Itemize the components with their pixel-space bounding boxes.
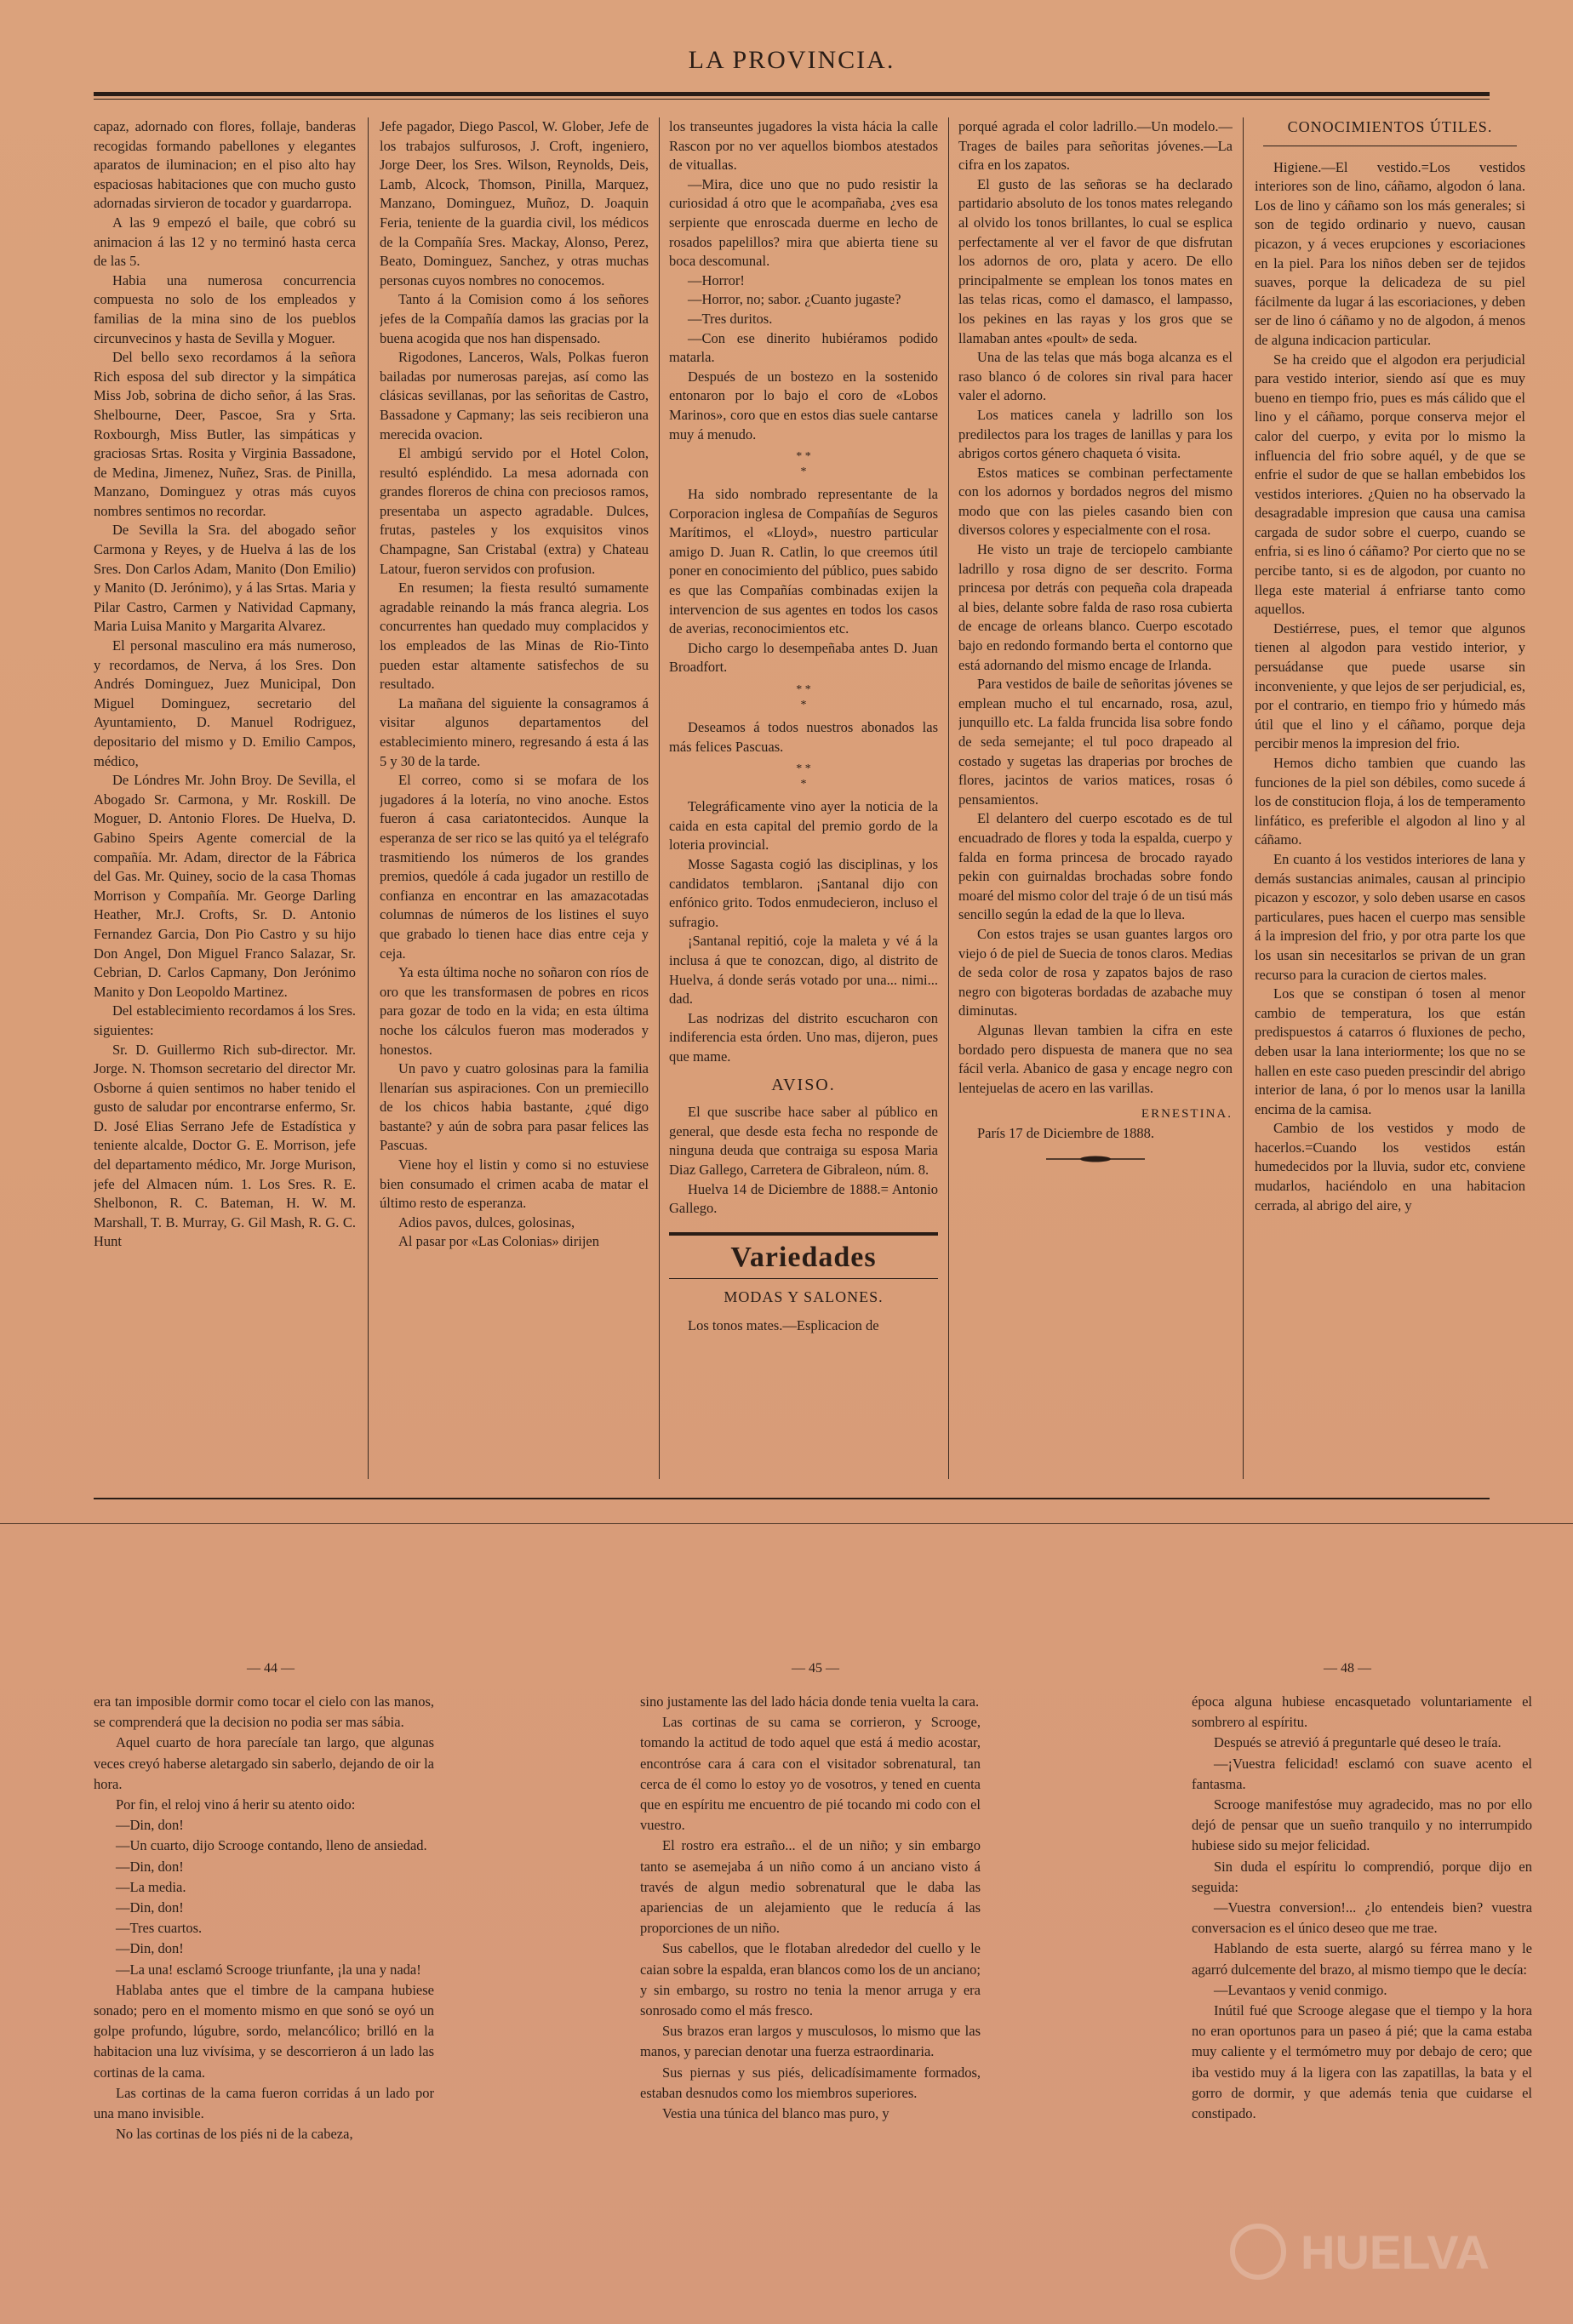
modas-heading: MODAS Y SALONES. bbox=[724, 1288, 884, 1305]
article-paragraph: Ya esta última noche no soñaron con ríos de oro que les transformasen de pobres en ricos para gozar de todo en la vida; en esta última noche los cálculos fueron mas moderados y honestos. bbox=[380, 964, 649, 1058]
article-paragraph: Hemos dicho tambien que cuando las funciones de la piel son débiles, como sucede á los de constitucion floja, á los de temperamento linfático, es preferible el algodon al lino y al cáñamo. bbox=[1255, 755, 1525, 848]
article-paragraph: El delantero del cuerpo escotado es de tul encuadrado de flores y toda la espalda, cuerpo y falda en forma princesa de brocado rayado pekin con guirnaldas brochadas sobre fondo moaré del mismo color del traje ó de un tisú más sencillo según la edad de la que lo lleva. bbox=[958, 810, 1233, 923]
article-paragraph: porqué agrada el color ladrillo.—Un modelo.—Trages de bailes para señoritas jóvenes.—La cifra en los zapatos. bbox=[958, 118, 1233, 174]
feuilleton-paragraph: Sin duda el espíritu lo comprendió, porque dijo en seguida: bbox=[1192, 1858, 1532, 1895]
column-separator bbox=[1243, 117, 1244, 1479]
article-paragraph: A las 9 empezó el baile, que cobró su animacion á las 12 y no terminó hasta cerca de las 5. bbox=[94, 214, 356, 270]
feuilleton-column-left bbox=[94, 1692, 434, 2287]
column-separator bbox=[659, 117, 660, 1479]
article-paragraph: Deseamos á todos nuestros abonados las más felices Pascuas. bbox=[669, 719, 938, 755]
feuilleton-paragraph: Después se atrevió á preguntarle qué deseo le traía. bbox=[1214, 1734, 1502, 1751]
watermark-text: HUELVA bbox=[1301, 2225, 1490, 2279]
article-paragraph: Algunas llevan tambien la cifra en este bordado pero dispuesta de manera que no sea fácil verla. Abanico de gasa y encage negro con lentejuelas de acero en las varillas. bbox=[958, 1021, 1233, 1096]
article-paragraph: En cuanto á los vestidos interiores de lana y demás sustancias animales, causan al principio picazon y escozor, y solo deben usarse en casos particulares, pues hacen el cuerpo mas sensible á la impresion del frio, y por otra parte los que los usan sin necesitarlos se privan de un gran recurso para la curacion de ciertos males. bbox=[1255, 850, 1525, 983]
ornament-icon bbox=[1044, 1154, 1147, 1164]
article-paragraph: He visto un traje de terciopelo cambiante ladrillo y rosa digno de ser descrito. Forma princesa por detrás con pequeña cola drapeada al bies, delante sobre falda de raso rosa cubierta de encage de orleans blanco. Cuerpo escotado bajo en redondo formando berta el contorno que está adornando del mismo encage de Irlanda. bbox=[958, 541, 1233, 673]
article-paragraph: —Horror! bbox=[688, 271, 745, 288]
watermark-circle bbox=[1233, 2226, 1284, 2277]
article-paragraph: El gusto de las señoras se ha declarado partidario absoluto de los tonos mates relegando al olvido los tonos brillantes, lo cual se esplica perfectamente al ver el favor de que disfrutan los adornos de oro, plata y acero. De ello principalmente se emplean los tonos mates en las telas ricas, como el damasco, el lampasso, los pekines en las rayas y los gros que se llamaban antes «poult» de seda. bbox=[958, 175, 1233, 346]
article-paragraph: De Sevilla la Sra. del abogado señor Carmona y Reyes, y de Huelva á las de los Sres. Don Carlos Adam, Manito (Don Emilio) y Manito (D. Jerónimo), y á las Srtas. Maria y Pilar Castro, Carmen y Natividad Capmany, Maria Luisa Manito y Margarita Alvarez. bbox=[94, 522, 356, 635]
modas-start: Los tonos mates.—Esplicacion de bbox=[688, 1317, 879, 1334]
column-5 bbox=[1255, 117, 1525, 1487]
page-bottom-rule bbox=[94, 1498, 1490, 1499]
article-paragraph: Habia una numerosa concurrencia compuesta no solo de los empleados y familias de la mina sino de los pueblos circunvecinos y hasta de Sevilla y Moguer. bbox=[94, 271, 356, 346]
feuilleton-paragraph: —La una! esclamó Scrooge triunfante, ¡la una y nada! bbox=[116, 1961, 421, 1978]
feuilleton-paragraph: —Tres cuartos. bbox=[116, 1920, 203, 1937]
article-paragraph: Jefe pagador, Diego Pascol, W. Glober, Jefe de los trabajos sulfurosos, J. Croft, ingeniero, Jorge Deer, los Sres. Wilson, Reynolds, Deis, Lamb, Alcock, Thomson, Pinilla, Marquez, Manzano, Dominguez, Muñoz, D. Joaquin Feria, teniente de la guardia civil, los médicos de la Compañía Sres. Mackay, Alonso, Perez, Beato, Dominguez, Sanchez, y otras muchas personas cuyos nombres no conocemos. bbox=[380, 118, 649, 288]
article-paragraph: Una de las telas que más boga alcanza es el raso blanco ó de colores sin rival para hacer valer el adorno. bbox=[958, 349, 1233, 404]
feuilleton-paragraph: El rostro era estraño... el de un niño; y sin embargo tanto se asemejaba á un niño como á un anciano visto á través de algun medio sobrenatural que le daba las apariencias de un alejamiento que le reducía á las proporciones de un niño. bbox=[640, 1837, 981, 1937]
article-paragraph: Después de un bostezo en la sostenido entonaron por lo bajo el coro de «Lobos Marinos», coro que en estos dias suele cantarse muy á menudo. bbox=[669, 368, 938, 443]
library-watermark bbox=[1224, 2205, 1505, 2298]
article-paragraph: Ha sido nombrado representante de la Corporacion inglesa de Compañías de Seguros Marítimos, el «Lloyd», nuestro particular amigo D. Juan R. Catlin, lo que creemos útil poner en conocimiento del público, pues sabido es que las Compañías combinadas exijen la intervencion de sus agentes en todos los casos de averias, reconocimientos etc. bbox=[669, 486, 938, 637]
feuilleton-paragraph: Sus cabellos, que le flotaban alrededor del cuello y le caian sobre la espalda, eran blancos como los de un anciano; y sin embargo, su rostro no tenia la menor arruga y era sonrosado como el más fresco. bbox=[640, 1940, 981, 2019]
section-stars: * * * bbox=[796, 683, 811, 712]
feuilleton-paragraph: era tan imposible dormir como tocar el cielo con las manos, se comprenderá que la decision no podia ser mas sábia. bbox=[94, 1693, 434, 1731]
article-paragraph: —Horror, no; sabor. ¿Cuanto jugaste? bbox=[688, 291, 901, 308]
page-number-right: — 48 — bbox=[1324, 1661, 1371, 1676]
feuilleton-paragraph: Por fin, el reloj vino á herir su atento oido: bbox=[116, 1796, 356, 1813]
variedades-title: Variedades bbox=[730, 1241, 877, 1273]
article-paragraph: Sr. D. Guillermo Rich sub-director. Mr. Jorge. N. Thomson secretario del director Mr. Osborne á quien sentimos no haber tenido el gusto de saludar por encontrarse enfermo, Sr. D. José Elias Serrano Jefe de Estadística y teniente alcalde, Doctor G. E. Morrison, jefe del departamento médico, Mr. Jorge Murison, jefe del Almacen núm. 1. Los Sres. R. E. Shelbonon, R. C. Bateman, H. W. M. Marshall, T. B. Murray, G. Gil Mash, R. G. C. Hunt bbox=[94, 1041, 356, 1250]
article-paragraph: Del establecimiento recordamos á los Sres. siguientes: bbox=[94, 1002, 356, 1038]
feuilleton-column-middle bbox=[640, 1692, 981, 2287]
article-paragraph: Los matices canela y ladrillo son los predilectos para los trages de lanillas y para los abrigos cortos género chaqueta ó visita. bbox=[958, 406, 1233, 462]
feuilleton-paragraph: —La media. bbox=[116, 1878, 186, 1895]
feuilleton-paragraph: Sus brazos eran largos y musculosos, lo mismo que las manos, y parecian denotar una fuerza estraordinaria. bbox=[640, 2023, 981, 2060]
article-paragraph: Dicho cargo lo desempeñaba antes D. Juan Broadfort. bbox=[669, 639, 938, 676]
column-separator bbox=[368, 117, 369, 1479]
article-paragraph: Con estos trajes se usan guantes largos oro viejo ó de piel de Suecia de tonos claros. Medias de seda color de rosa y zapatos bajos de raso negro con bigoteras bordadas de azabache muy diminutas. bbox=[958, 925, 1233, 1019]
column-1 bbox=[94, 117, 356, 1487]
article-paragraph: capaz, adornado con flores, follaje, banderas recogidas formando pabellones y elegantes aparatos de iluminacion; en el piso alto hay espaciosas habitaciones que con mucho gusto adornadas sirvieron de tocador y guardarropa. bbox=[94, 118, 356, 212]
article-paragraph: De Lóndres Mr. John Broy. De Sevilla, el Abogado Sr. Carmona, y Mr. Roskill. De Moguer, D. Antonio Flores. De Huelva, D. Gabino Speirs Agente comercial de la compañía. Mr. Adam, director de la Fábrica del Gas. Mr. Quiney, socio de la casa Thomas Morrison y Compañía. Mr. George Darling Heather, Mr.J. Crofts, Sr. D. Antonio Fernandez Garcia, Don Pio Castro y su hijo Don Angel, Don Miguel Franco Salazar, Sr. Cebrian, D. Carlos Capmany, Don Jerónimo Manito y Don Leopoldo Martinez. bbox=[94, 772, 356, 1000]
article-paragraph: Los que se constipan ó tosen al menor cambio de temperatura, los que están predispuestos á catarros ó fluxiones de pecho, deben usar la lana interiormente; los que no se hallen en este caso pueden prescindir del abrigo interior de lana, ó por lo menos usar la lanilla encima de la camisa. bbox=[1255, 985, 1525, 1117]
feuilleton-paragraph: —Din, don! bbox=[116, 1940, 184, 1957]
article-paragraph: Un pavo y cuatro golosinas para la familia llenarían sus aspiraciones. Con un premiecillo de los chicos habia bastante, ¿qué digo bastante? y aún de sobra para pasar felices las Pascuas. bbox=[380, 1060, 649, 1154]
article-paragraph: Adios pavos, dulces, golosinas, bbox=[398, 1213, 575, 1231]
feuilleton-paragraph: —Din, don! bbox=[116, 1899, 184, 1916]
article-paragraph: Para vestidos de baile de señoritas jóvenes se emplean mucho el tul encarnado, rosa, azul, junquillo etc. La falda fruncida lisa sobre fondo de seda semejante; el tul poco drapeado al costado y sugetas las draperias por broches de flores, jacintos de varios matices, rosas ó pensamientos. bbox=[958, 676, 1233, 808]
article-paragraph: Las nodrizas del distrito escucharon con indiferencia esta órden. Uno mas, dijeron, pues que mame. bbox=[669, 1009, 938, 1065]
feuilleton-paragraph: Hablando de esta suerte, alargó su férrea mano y le agarró dulcemente del brazo, al mismo tiempo que le decía: bbox=[1192, 1940, 1532, 1978]
feuilleton-paragraph: —Un cuarto, dijo Scrooge contando, lleno de ansiedad. bbox=[116, 1837, 427, 1854]
article-signature: ERNESTINA. bbox=[1141, 1107, 1233, 1122]
feuilleton-paragraph: —Din, don! bbox=[116, 1817, 184, 1834]
article-paragraph: los transeuntes jugadores la vista hácia la calle Rascon por no ver aquellos biombos atestados de vituallas. bbox=[669, 118, 938, 174]
feuilleton-paragraph: Scrooge manifestóse muy agradecido, mas no por ello dejó de pensar que un sueño tranquilo y no interrumpido hubiese sido su mejor felicidad. bbox=[1192, 1796, 1532, 1854]
page-number-left: — 44 — bbox=[247, 1661, 295, 1676]
article-paragraph: Higiene.—El vestido.=Los vestidos interiores son de lino, cáñamo, algodon ó lana. Los de lino y cáñamo son los más generales; si son de tegido ordinario y nuevo, causan picazon, y á veces erupciones y escoriaciones en la piel. Para los niños deben ser de tejidos suaves, porque la delicadeza de su piel fácilmente da lugar á las escoriaciones, y deben ser de lino ó cáñamo y no de algodon, á menos de alguna indicacion particular. bbox=[1255, 158, 1525, 348]
feuilleton-paragraph: —Levantaos y venid conmigo. bbox=[1214, 1981, 1387, 1998]
aviso-heading: AVISO. bbox=[771, 1075, 836, 1094]
feuilleton-paragraph: Aquel cuarto de hora parecíale tan largo, que algunas veces creyó haberse aletargado sin saberlo, dejando de oir la hora. bbox=[94, 1734, 434, 1792]
aviso-paragraph: El que suscribe hace saber al público en general, que desde esta fecha no responde de ninguna deuda que contraiga su esposa Maria Diaz Gallego, Carretera de Gibraleon, núm. 8. bbox=[669, 1104, 938, 1178]
section-stars: * * * bbox=[796, 762, 811, 791]
column-separator bbox=[948, 117, 949, 1479]
ornament-divider bbox=[958, 1151, 1233, 1171]
article-paragraph: —Tres duritos. bbox=[688, 310, 773, 327]
section-stars: * * * bbox=[796, 450, 811, 479]
article-paragraph: Telegráficamente vino ayer la noticia de la caida en esta capital del premio gordo de la loteria provincial. bbox=[669, 798, 938, 854]
feuilleton-paragraph: Inútil fué que Scrooge alegase que el tiempo y la hora no eran oportunos para un paseo á pié; que la cama estaba muy caliente y el termómetro muy por debajo de cero; que iba vestido muy á la ligera con las zapatillas, la bata y el gorro de dormir, y que además tenia que cuidarse el constipado. bbox=[1192, 2002, 1532, 2122]
article-paragraph: Al pasar por «Las Colonias» dirijen bbox=[398, 1233, 599, 1250]
fold-line bbox=[0, 1523, 1573, 1524]
feuilleton-paragraph: sino justamente las del lado hácia donde tenia vuelta la cara. bbox=[640, 1693, 980, 1710]
article-paragraph: Estos matices se combinan perfectamente con los adornos y bordados negros del mismo modo que con las pieles casando bien con diversos colores y especialmente con el rosa. bbox=[958, 464, 1233, 539]
feuilleton-column-right bbox=[1192, 1692, 1532, 2287]
feuilleton-paragraph: —¡Vuestra felicidad! esclamó con suave acento el fantasma. bbox=[1192, 1755, 1532, 1792]
article-paragraph: El ambigú servido por el Hotel Colon, resultó espléndido. La mesa adornada con grandes floreros de china con preciosos ramos, presentaba un aspecto agradable. Dulces, frutas, pasteles y los exquisitos vinos Champagne, San Cristabal (extra) y Chateau Latour, fueron servidos con profusion. bbox=[380, 445, 649, 577]
feuilleton-paragraph: —Din, don! bbox=[116, 1858, 184, 1875]
masthead-rule-thin bbox=[94, 99, 1490, 100]
column-4 bbox=[958, 117, 1233, 1487]
page-number-middle: — 45 — bbox=[792, 1661, 839, 1676]
feuilleton-paragraph: Sus piernas y sus piés, delicadísimamente formados, estaban desnudos como los miembros superiores. bbox=[640, 2064, 981, 2101]
article-paragraph: Del bello sexo recordamos á la señora Rich esposa del sub director y la simpática Miss Job, sobrina de dicho señor, á las Sras. Shelbourne, Deer, Pascoe, Sra y Srta. Roxbourgh, Miss Butler, las simpáticas y graciosas Srtas. Rosita y Virginia Bassadone, de Medina, Jimenez, Nuñez, Sras. de Pinilla, Manzano, Dominguez y otras más cuyos nombres sentimos no recordar. bbox=[94, 349, 356, 519]
feuilleton-paragraph: Hablaba antes que el timbre de la campana hubiese sonado; pero en el momento mismo en que sonó se oyó un golpe profundo, lúgubre, sordo, melancólico; brilló en la habitacion una luz vivísima, y se descorrieron á un lado las cortinas de la cama. bbox=[94, 1981, 434, 2081]
article-paragraph: Cambio de los vestidos y modo de hacerlos.=Cuando los vestidos están humedecidos por la lluvia, sudor etc, conviene mudarlos, haciéndolo en una habitacion cerrada, al abrigo del aire, y bbox=[1255, 1120, 1525, 1213]
article-dateline: París 17 de Diciembre de 1888. bbox=[977, 1124, 1155, 1141]
article-paragraph: Destiérrese, pues, el temor que algunos tienen al algodon para vestido interior, y persuádanse que puede usarse sin inconveniente, y que lejos de ser perjudicial, es, por el contrario, en tiempo frio y húmedo más útil que el lino y el cáñamo, porque deja percibir menos la impresion del frio. bbox=[1255, 620, 1525, 752]
article-paragraph: Tanto á la Comision como á los señores jefes de la Compañía damos las gracias por la buena acogida que nos han dispensado. bbox=[380, 291, 649, 346]
article-paragraph: Viene hoy el listin y como si no estuviese bien consumado el crimen acaba de matar el último resto de esperanza. bbox=[380, 1156, 649, 1212]
masthead-title: LA PROVINCIA. bbox=[688, 46, 895, 74]
feuilleton-paragraph: época alguna hubiese encasquetado voluntariamente el sombrero al espíritu. bbox=[1192, 1693, 1532, 1731]
feuilleton-paragraph: —Vuestra conversion!... ¿lo entendeis bien? vuestra conversacion es el único deseo que me trae. bbox=[1192, 1899, 1532, 1937]
article-paragraph: El personal masculino era más numeroso, y recordamos, de Nerva, á los Sres. Don Andrés Dominguez, Juez Municipal, Don Miguel Dominguez, secretario del Ayuntamiento, D. Manuel Rodriguez, depositario del mismo y D. Emilio Campos, médico, bbox=[94, 637, 356, 769]
column-2 bbox=[380, 117, 649, 1487]
article-paragraph: El correo, como si se mofara de los jugadores á la lotería, no vino anoche. Estos fueron á casa cariatontecidos. Aunque la esperanza de ser rico se las quitó ya el telégrafo trasmitiendo los números de los grandes premios, quedóle á cada jugador un restillo de confianza en encontrar en las amazacotadas columnas de números de los listines el suyo que grabado lo tienen hace dias entre ceja y ceja. bbox=[380, 772, 649, 962]
variedades-banner bbox=[669, 1232, 938, 1279]
feuilleton-paragraph: Vestia una túnica del blanco mas puro, y bbox=[662, 2105, 889, 2122]
aviso-paragraph: Huelva 14 de Diciembre de 1888.= Antonio Gallego. bbox=[669, 1180, 938, 1217]
article-paragraph: Se ha creido que el algodon era perjudicial para vestido interior, siendo así que es muy bueno en tiempo frio, pues es más cálido que el lino y el cáñamo, porque conserva mejor el calor del cuerpo, y evita por lo mismo la influencia del frio sobre aquél, y de que se enfrie el sudor de que se hallan embebidos los vestidos interiores. ¿Quien no ha observado la desagradable impresion que causa una camisa cargada de sudor sobre el cuerpo, cuando se enfria, si es lino ó cáñamo? Por cierto que no se percibe tanto, si es de algodon, por cuanto no llega este material á enfriarse tanto como aquellos. bbox=[1255, 351, 1525, 618]
article-paragraph: —Mira, dice uno que no pudo resistir la curiosidad á otro que le acompañaba, ¿ves esa serpiente que enroscada duerme en lecho de rosados papelillos? mira que abierta tiene su boca descomunal. bbox=[669, 175, 938, 270]
article-paragraph: ¡Santanal repitió, coje la maleta y vé á la inclusa á que te conozcan, digo, al distrito de Huelva, á donde serás votado por una... nimi... dad. bbox=[669, 933, 938, 1008]
article-paragraph: Rigodones, Lanceros, Wals, Polkas fueron bailadas por numerosas parejas, así como las clásicas sevillanas, por las señoritas de Castro, Bassadone y Capmany; las seis recibieron una merecida ovacion. bbox=[380, 349, 649, 443]
feuilleton-paragraph: Las cortinas de su cama se corrieron, y Scrooge, tomando la actitud de todo aquel que está á medio acostar, encontróse cara á cara con el visitador sobrenatural, tan cerca de él como lo estoy yo de vosotros, y tened en cuenta que en espíritu me encuentro de pié tocando mi codo con el vuestro. bbox=[640, 1714, 981, 1834]
feuilleton-paragraph: Las cortinas de la cama fueron corridas á un lado por una mano invisible. bbox=[94, 2084, 434, 2122]
article-paragraph: En resumen; la fiesta resultó sumamente agradable reinando la más franca alegria. Los concurrentes han quedado muy complacidos y los empleados de las Minas de Rio-Tinto pueden estar altamente satisfechos de su resultado. bbox=[380, 580, 649, 693]
feuilleton-paragraph: No las cortinas de los piés ni de la cabeza, bbox=[116, 2126, 353, 2143]
column-3 bbox=[669, 117, 938, 1487]
conocimientos-heading: CONOCIMIENTOS ÚTILES. bbox=[1287, 118, 1493, 135]
article-paragraph: Mosse Sagasta cogió las disciplinas, y los candidatos temblaron. ¡Santanal dijo con enfónico grito. Todos enmudecieron, incluso el sufragio. bbox=[669, 856, 938, 930]
article-paragraph: La mañana del siguiente la consagramos á visitar algunos departamentos del establecimiento minero, regresando á esta á las 5 y 30 de la tarde. bbox=[380, 694, 649, 769]
masthead-rule bbox=[94, 92, 1490, 96]
article-paragraph: —Con ese dinerito hubiéramos podido matarla. bbox=[669, 329, 938, 366]
